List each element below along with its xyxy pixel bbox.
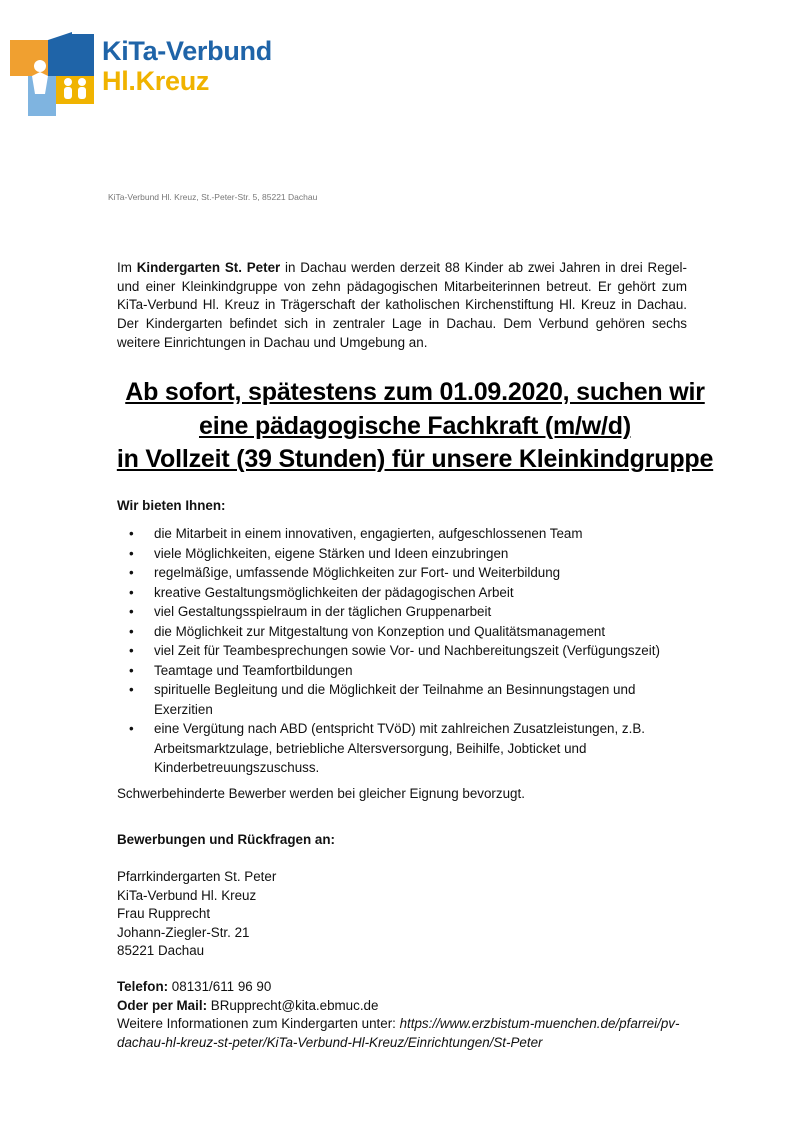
list-item: [117, 583, 697, 603]
list-item: [117, 602, 697, 622]
contact-details: [117, 978, 717, 1052]
bullet: •: [129, 682, 134, 697]
bullet: •: [129, 584, 134, 600]
phone-line: [117, 978, 717, 997]
list-item-text: kreative Gestaltungsmöglichkeiten der pädagogischen Arbeit: [154, 584, 514, 600]
list-item: [117, 719, 697, 778]
equality-note: Schwerbehinderte Bewerber werden bei gleicher Eignung bevorzugt.: [117, 786, 525, 801]
address-line: 85221 Dachau: [117, 943, 205, 959]
list-item-text: Teamtage und Teamfortbildungen: [154, 662, 353, 678]
phone-number: 08131/611 96 90: [168, 979, 272, 994]
offer-list: [117, 524, 697, 778]
list-item-text: spirituelle Begleitung und die Möglichkeit der Teilnahme an Besinnungstagen und Exerzitien: [154, 682, 636, 717]
kita-logo: [10, 32, 310, 117]
mail-label: Oder per Mail:: [117, 997, 208, 1013]
apply-heading: Bewerbungen und Rückfragen an:: [117, 832, 335, 847]
intro-prefix: Im: [117, 260, 137, 275]
bullet: •: [129, 604, 134, 619]
headline-line-1: Ab sofort, spätestens zum 01.09.2020, suchen wir: [125, 378, 705, 406]
list-item-text: eine Vergütung nach ABD (entspricht TVöD) mit zahlreichen Zusatzleistungen, z.B. Arbeitsmarktzulage, betriebliche Altersversorgung, Beihilfe, Jobticket und Kinderbetreuungszuschuss.: [154, 721, 645, 775]
list-item-text: die Mitarbeit in einem innovativen, engagierten, aufgeschlossenen Team: [154, 526, 583, 541]
bullet: •: [129, 623, 134, 639]
list-item: [117, 544, 697, 564]
logo-title: KiTa-Verbund: [102, 36, 272, 66]
info-url-link[interactable]: https://www.erzbistum-muenchen.de/pfarrei/pv-dachau-hl-kreuz-st-peter/KiTa-Verbund-Hl-Kreuz/Einrichtungen/St-Peter: [117, 1016, 680, 1050]
mail-address[interactable]: BRupprecht@kita.ebmuc.de: [207, 997, 379, 1013]
list-item-text: die Möglichkeit zur Mitgestaltung von Konzeption und Qualitätsmanagement: [154, 623, 606, 639]
bullet: •: [129, 643, 134, 658]
phone-label: Telefon:: [117, 979, 169, 994]
list-item: [117, 563, 697, 583]
intro-text: in Dachau werden derzeit 88 Kinder ab zwei Jahren in drei Regel- und einer Kleinkindgruppe von zehn pädagogischen Mitarbeiterinnen betreut. Er gehört zum KiTa-Verbund Hl. Kreuz in Trägerschaft der katholischen Kirchenstiftung Hl. Kreuz in Dachau. Der Kindergarten befindet sich in zentraler Lage in Dachau. Dem Verbund gehören sechs weitere Einrichtungen in Dachau und Umgebung an.: [117, 260, 687, 350]
list-item-text: regelmäßige, umfassende Möglichkeiten zur Fort- und Weiterbildung: [154, 565, 561, 580]
info-text: Weitere Informationen zum Kindergarten unter:: [117, 1016, 400, 1032]
offer-heading: Wir bieten Ihnen:: [117, 498, 226, 513]
list-item-text: viel Zeit für Teambesprechungen sowie Vor- und Nachbereitungszeit (Verfügungszeit): [154, 643, 660, 658]
list-item: [117, 622, 697, 642]
bullet: •: [129, 565, 134, 580]
sender-line: KiTa-Verbund Hl. Kreuz, St.-Peter-Str. 5, 85221 Dachau: [108, 192, 318, 202]
list-item-text: viel Gestaltungsspielraum in der täglichen Gruppenarbeit: [154, 604, 492, 619]
address-line: Pfarrkindergarten St. Peter: [117, 869, 277, 884]
intro-bold: Kindergarten St. Peter: [136, 260, 281, 275]
logo-subtitle: Hl.Kreuz: [102, 66, 210, 96]
bullet: •: [129, 526, 134, 541]
info-line: [117, 1015, 717, 1052]
list-item: [117, 641, 697, 661]
kita-logo-icon: [10, 32, 100, 117]
list-item: [117, 680, 697, 719]
contact-address: [117, 868, 276, 961]
bullet: •: [129, 545, 134, 561]
list-item: [117, 524, 697, 544]
list-item: [117, 661, 697, 681]
address-line: Johann-Ziegler-Str. 21: [117, 924, 250, 940]
intro-paragraph: [117, 259, 687, 353]
address-line: KiTa-Verbund Hl. Kreuz: [117, 887, 257, 903]
address-line: Frau Rupprecht: [117, 906, 211, 922]
headline-line-3: in Vollzeit (39 Stunden) für unsere Kleinkindgruppe: [116, 445, 714, 473]
bullet: •: [129, 721, 134, 736]
job-headline: [100, 376, 730, 477]
bullet: •: [129, 662, 134, 678]
headline-line-2: eine pädagogische Fachkraft (m/w/d): [199, 411, 631, 440]
mail-line: [117, 997, 717, 1016]
list-item-text: viele Möglichkeiten, eigene Stärken und Ideen einzubringen: [154, 545, 509, 561]
